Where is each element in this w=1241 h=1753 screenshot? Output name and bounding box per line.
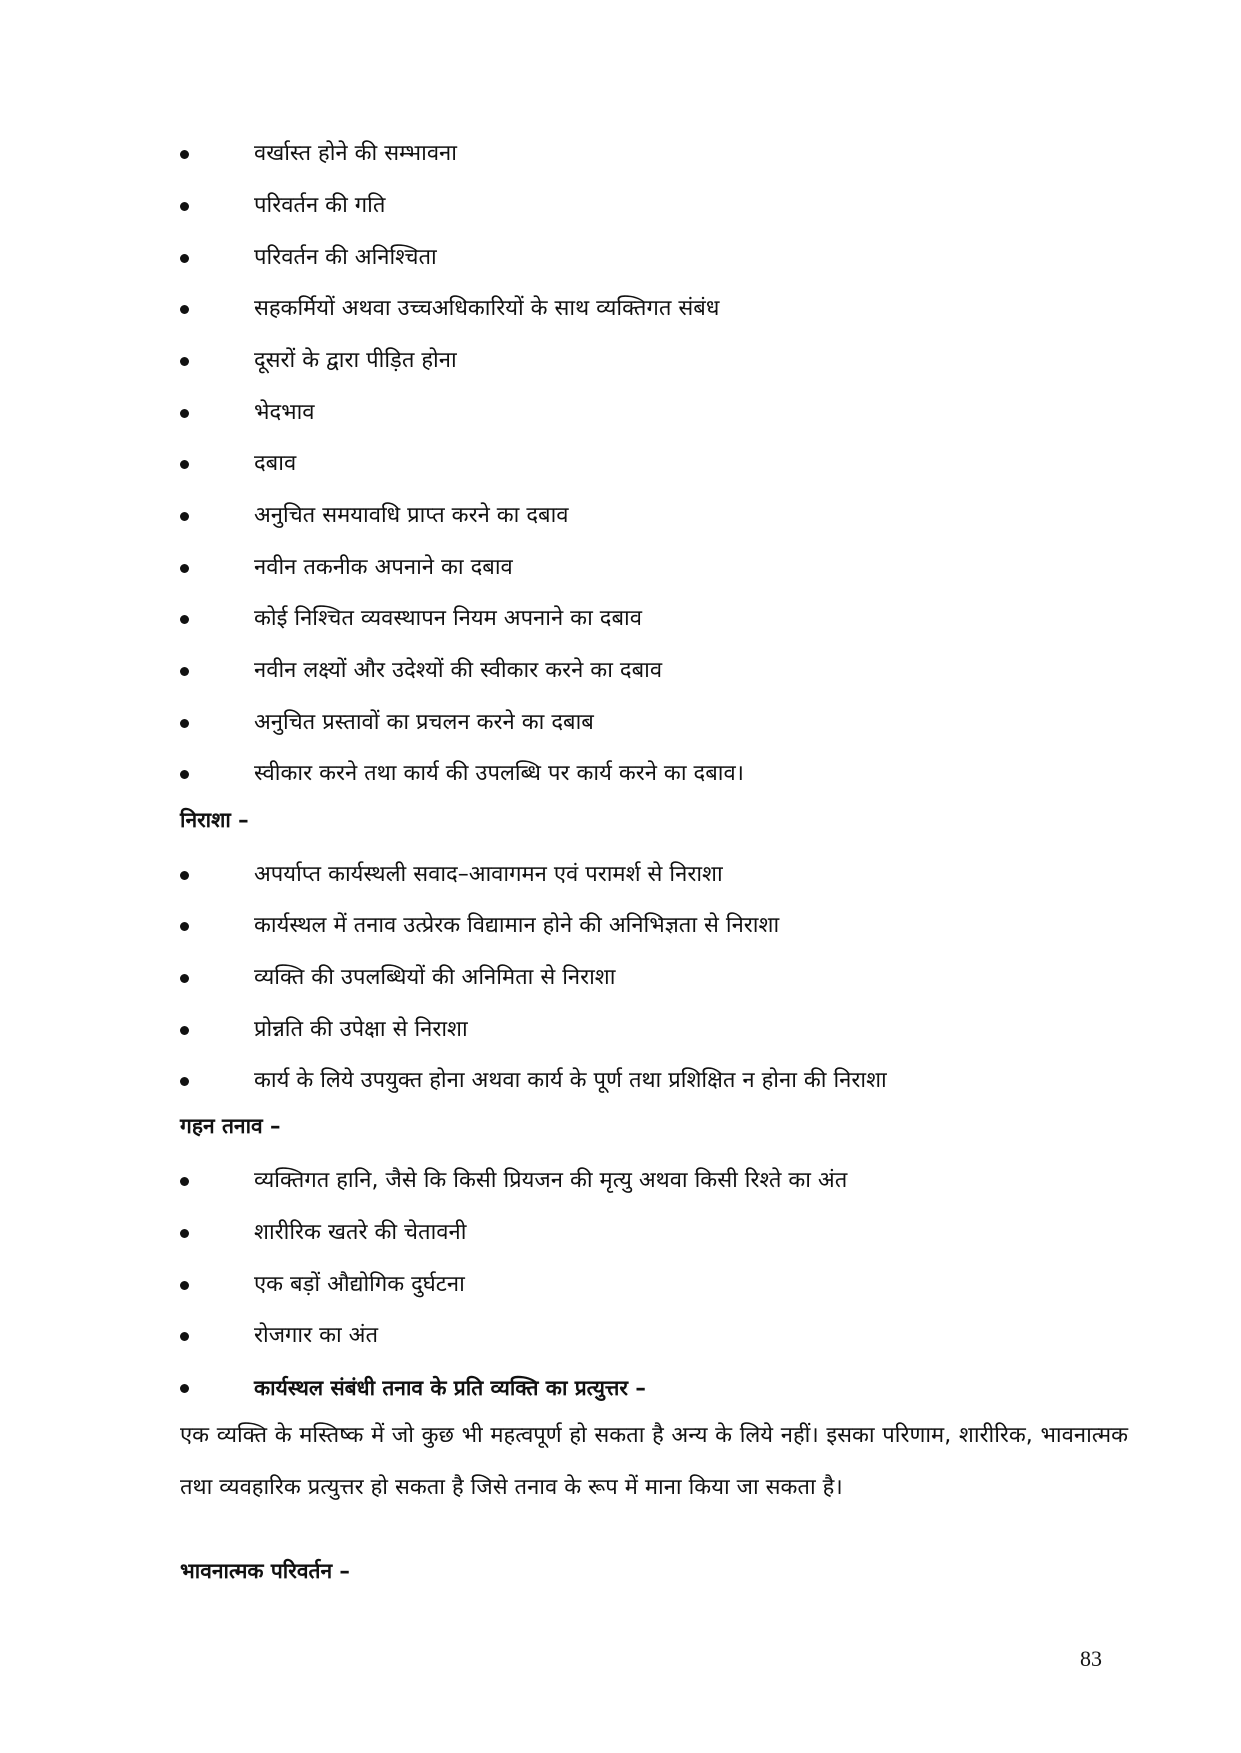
- list-item-text: दबाव: [254, 451, 297, 476]
- list-item-text: अनुचित प्रस्तावों का प्रचलन करने का दबाब: [254, 710, 594, 735]
- list-item: [180, 550, 1180, 590]
- list-item: [180, 1163, 1180, 1203]
- bullet-icon: [180, 922, 189, 931]
- bullet-icon: [180, 1177, 189, 1186]
- bullet-icon: [180, 871, 189, 880]
- bullet-icon: [180, 564, 189, 573]
- list-item: [180, 136, 1180, 176]
- body-paragraph: एक व्यक्ति के मस्तिष्क में जो कुछ भी महत्वपूर्ण हो सकता है अन्य के लिये नहीं। इसका परिणाम, शारीरिक, भावनात्मक तथा व्यवहारिक प्रत्युत्तर हो सकता है जिसे तनाव के रूप में माना किया जा सकता है।: [180, 1423, 1128, 1500]
- bullet-icon: [180, 357, 189, 366]
- list-item: [180, 1267, 1180, 1307]
- list-item: [180, 498, 1180, 538]
- list-item-text: वर्खास्त होने की सम्भावना: [254, 141, 457, 166]
- list-item-text: नवीन लक्ष्यों और उदेश्यों की स्वीकार करने का दबाव: [254, 658, 663, 683]
- list-item-text: भेदभाव: [254, 400, 315, 425]
- section-heading-gahan-tanav: गहन तनाव –: [180, 1114, 281, 1138]
- list-item-text: शारीरिक खतरे की चेतावनी: [254, 1220, 467, 1245]
- bullet-icon: [180, 719, 189, 728]
- list-item: [180, 1318, 1180, 1358]
- section-heading-bhavnatmak: भावनात्मक परिवर्तन –: [180, 1559, 350, 1583]
- list-item-text: नवीन तकनीक अपनाने का दबाव: [254, 555, 513, 580]
- bullet-icon: [180, 254, 189, 263]
- list-item: [180, 908, 1180, 948]
- list-item-text: कार्य के लिये उपयुक्त होना अथवा कार्य के पूर्ण तथा प्रशिक्षित न होना की निराशा: [254, 1068, 887, 1093]
- list-item-text: परिवर्तन की अनिश्चिता: [254, 245, 437, 270]
- bullet-icon: [180, 512, 189, 521]
- bullet-icon: [180, 202, 189, 211]
- list-item: [180, 960, 1180, 1000]
- page-number: 83: [1080, 1646, 1102, 1671]
- bullet-icon: [180, 460, 189, 469]
- bullet-icon: [180, 1281, 189, 1290]
- bullet-icon: [180, 974, 189, 983]
- list-item: [180, 291, 1180, 331]
- list-item: [180, 601, 1180, 641]
- list-item: [180, 343, 1180, 383]
- list-item-text: अपर्याप्त कार्यस्थली सवाद–आवागमन एवं परामर्श से निराशा: [254, 862, 723, 887]
- list-item: [180, 756, 1180, 796]
- bullet-icon: [180, 770, 189, 779]
- list-item: [180, 240, 1180, 280]
- list-item-text: प्रोन्नति की उपेक्षा से निराशा: [254, 1017, 468, 1042]
- list-item: [180, 1215, 1180, 1255]
- list-item-text: दूसरों के द्वारा पीड़ित होना: [254, 348, 457, 373]
- bold-list-item: [180, 1370, 1180, 1410]
- list-item-text: कोई निश्चित व्यवस्थापन नियम अपनाने का दबाव: [254, 606, 642, 631]
- list-item-text: सहकर्मियों अथवा उच्चअधिकारियों के साथ व्यक्तिगत संबंध: [254, 296, 720, 321]
- list-item-text: रोजगार का अंत: [254, 1323, 379, 1348]
- bullet-icon: [180, 1384, 189, 1393]
- list-item-text: परिवर्तन की गति: [254, 193, 386, 218]
- list-item: [180, 395, 1180, 435]
- bullet-icon: [180, 409, 189, 418]
- bullet-icon: [180, 150, 189, 159]
- section-heading-nirasha: निराशा –: [180, 808, 249, 832]
- list-item: [180, 857, 1180, 897]
- list-item-text: कार्यस्थल में तनाव उत्प्रेरक विद्यामान होने की अनिभिज्ञता से निराशा: [254, 913, 780, 938]
- list-item: [180, 1012, 1180, 1052]
- list-item-text: स्वीकार करने तथा कार्य की उपलब्धि पर कार्य करने का दबाव।: [254, 761, 745, 786]
- list-item: [180, 1063, 1180, 1103]
- bold-list-item-text: कार्यस्थल संबंधी तनाव के प्रति व्यक्ति का प्रत्युत्तर –: [254, 1376, 646, 1400]
- bullet-icon: [180, 1026, 189, 1035]
- list-item-text: अनुचित समयावधि प्राप्त करने का दबाव: [254, 503, 569, 528]
- list-item-text: व्यक्तिगत हानि, जैसे कि किसी प्रियजन की मृत्यु अथवा किसी रिश्ते का अंत: [254, 1168, 848, 1193]
- list-item: [180, 188, 1180, 228]
- bullet-icon: [180, 1077, 189, 1086]
- list-item-text: व्यक्ति की उपलब्धियों की अनिमिता से निराशा: [254, 965, 616, 990]
- bullet-icon: [180, 667, 189, 676]
- list-item: [180, 705, 1180, 745]
- bullet-icon: [180, 305, 189, 314]
- bullet-icon: [180, 615, 189, 624]
- list-item: [180, 446, 1180, 486]
- list-item-text: एक बड़ों औद्योगिक दुर्घटना: [254, 1272, 465, 1297]
- bullet-icon: [180, 1229, 189, 1238]
- bullet-icon: [180, 1332, 189, 1341]
- list-item: [180, 653, 1180, 693]
